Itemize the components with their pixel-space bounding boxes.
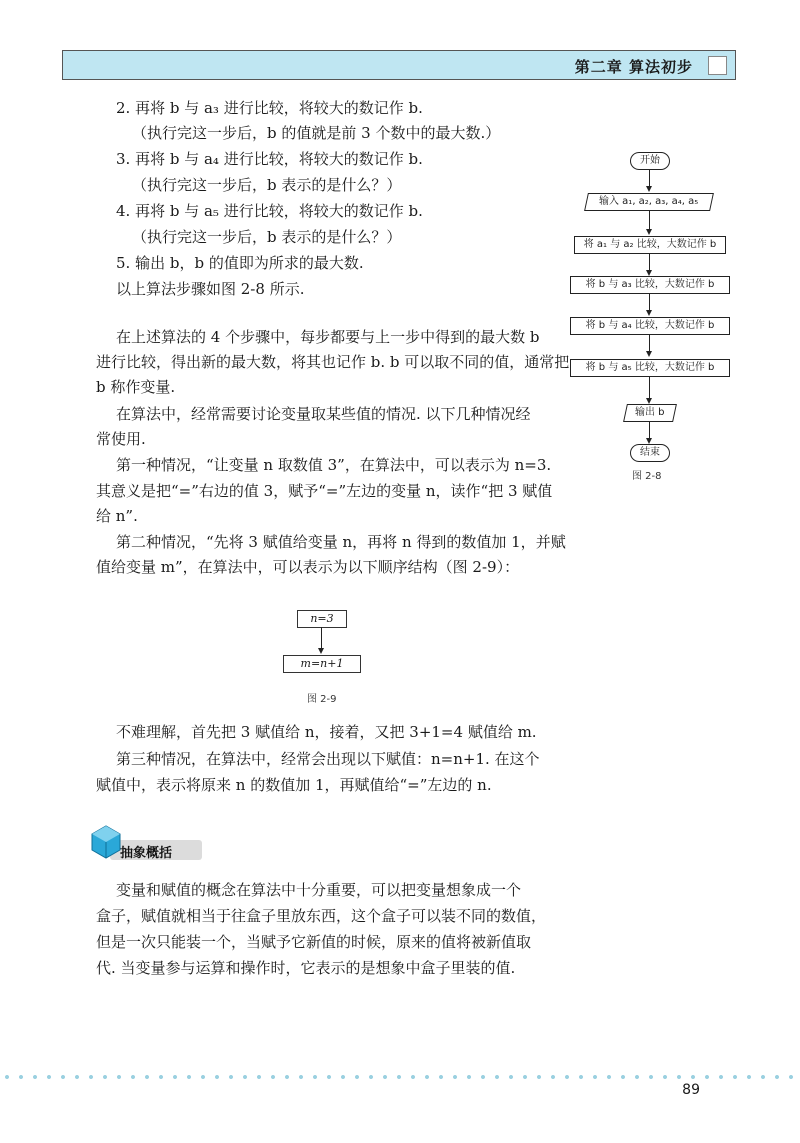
fc-arrowhead (646, 351, 652, 357)
para1-line3: b 称作变量. (96, 378, 176, 396)
fig29-caption: 图 2-9 (307, 694, 337, 705)
chapter-title: 第二章 算法初步 (574, 58, 693, 76)
fc-end: 结束 (630, 444, 670, 462)
para3-line3: 给 n”. (96, 507, 138, 525)
para2-line2: 常使用. (96, 430, 146, 448)
para3-line1: 第一种情况，“让变量 n 取数值 3”，在算法中，可以表示为 n=3. (116, 456, 552, 474)
fc-arrowhead (646, 229, 652, 235)
para2-line1: 在算法中，经常需要讨论变量取某些值的情况. 以下几种情况经 (116, 405, 531, 423)
fc-output-label: 输出 b (635, 407, 665, 418)
fc-start: 开始 (630, 152, 670, 170)
step-3: 3. 再将 b 与 a₄ 进行比较，将较大的数记作 b. (116, 150, 423, 168)
header-square-decoration (708, 56, 727, 75)
para7-line1: 变量和赋值的概念在算法中十分重要，可以把变量想象成一个 (116, 881, 522, 899)
fc-input (584, 193, 714, 211)
step-4-note: （执行完这一步后，b 表示的是什么？） (132, 228, 402, 246)
step-3-note: （执行完这一步后，b 表示的是什么？） (132, 176, 402, 194)
fig29-box-m: m=n+1 (283, 655, 361, 673)
chapter-header (62, 50, 736, 80)
fc-arrowhead (646, 310, 652, 316)
step-4: 4. 再将 b 与 a₅ 进行比较，将较大的数记作 b. (116, 202, 423, 220)
fig29-arrow-head (318, 648, 324, 654)
fc-output (623, 404, 677, 422)
step-2-note: （执行完这一步后，b 的值就是前 3 个数中的最大数.） (132, 124, 501, 142)
para4-line1: 第二种情况，“先将 3 赋值给变量 n，再将 n 得到的数值加 1，并赋 (116, 533, 566, 551)
para4-line2: 值给变量 m”，在算法中，可以表示为以下顺序结构（图 2-9）： (96, 558, 520, 576)
fig29-box-n: n=3 (297, 610, 347, 628)
badge-label: 抽象概括 (120, 846, 173, 861)
fc-input-label: 输入 a₁, a₂, a₃, a₄, a₅ (599, 196, 699, 207)
fig28-caption: 图 2-8 (632, 471, 662, 482)
footer-dotted-rule (0, 1074, 800, 1080)
fc-step-3: 将 b 与 a₄ 比较，大数记作 b (570, 317, 730, 335)
para1-line1: 在上述算法的 4 个步骤中，每步都要与上一步中得到的最大数 b (116, 328, 540, 346)
para6-line2: 赋值中，表示将原来 n 的数值加 1，再赋值给“=”左边的 n. (96, 776, 492, 794)
fc-step-4: 将 b 与 a₅ 比较，大数记作 b (570, 359, 730, 377)
para7-line2: 盒子，赋值就相当于往盒子里放东西，这个盒子可以装不同的数值， (96, 907, 547, 925)
para5-line1: 不难理解，首先把 3 赋值给 n，接着，又把 3+1=4 赋值给 m. (116, 723, 537, 741)
fc-step-2: 将 b 与 a₃ 比较，大数记作 b (570, 276, 730, 294)
fc-arrowhead (646, 186, 652, 192)
para1-line2: 进行比较，得出新的最大数，将其也记作 b. b 可以取不同的值，通常把 (96, 353, 570, 371)
page-number: 89 (682, 1082, 700, 1098)
para7-line4: 代. 当变量参与运算和操作时，它表示的是想象中盒子里装的值. (96, 959, 516, 977)
para7-line3: 但是一次只能装一个，当赋予它新值的时候，原来的值将被新值取 (96, 933, 532, 951)
steps-summary: 以上算法步骤如图 2-8 所示. (116, 280, 305, 298)
step-2: 2. 再将 b 与 a₃ 进行比较，将较大的数记作 b. (116, 99, 423, 117)
fc-step-1: 将 a₁ 与 a₂ 比较，大数记作 b (574, 236, 726, 254)
para3-line2: 其意义是把“=”右边的值 3，赋予“=”左边的变量 n，读作“把 3 赋值 (96, 482, 553, 500)
step-5: 5. 输出 b，b 的值即为所求的最大数. (116, 254, 364, 272)
para6-line1: 第三种情况，在算法中，经常会出现以下赋值：n=n+1. 在这个 (116, 750, 540, 768)
abstract-summary-badge (86, 820, 206, 864)
